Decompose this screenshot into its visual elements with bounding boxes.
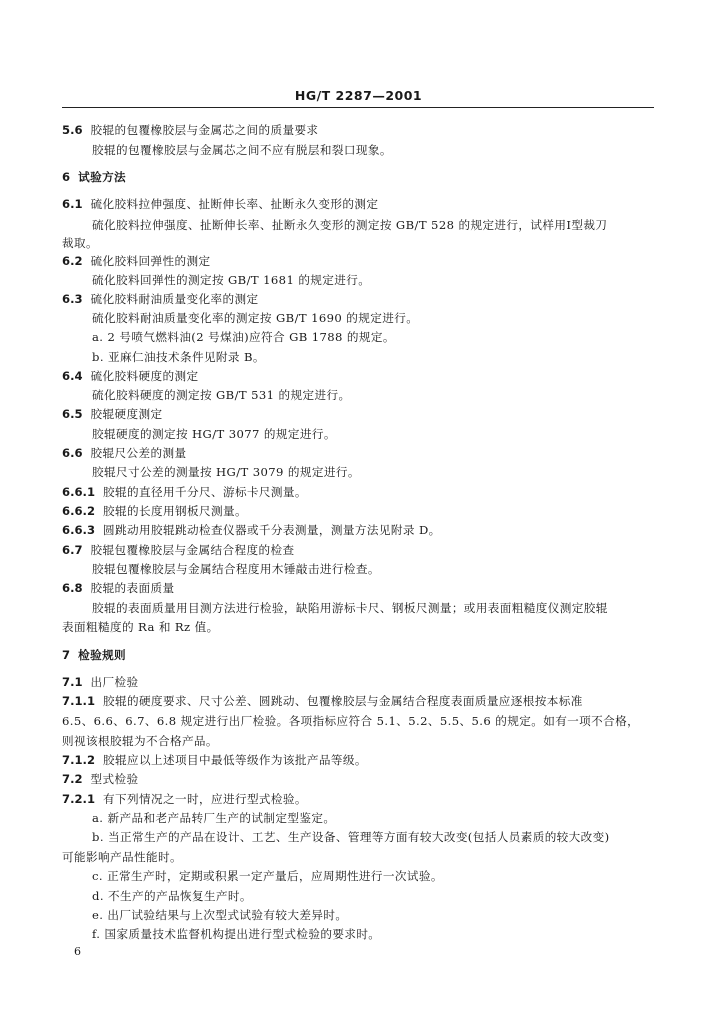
clause-6-8: 6.8 胶辊的表面质量 (62, 581, 175, 595)
page-number: 6 (74, 945, 81, 958)
body-line: 胶辊的表面质量用目测方法进行检验，缺陷用游标卡尺、钢板尺测量；或用表面粗糙度仪测定胶辊 (92, 601, 608, 615)
list-item-e: e. 出厂试验结果与上次型式试验有较大差异时。 (92, 908, 348, 922)
body-line: 硫化胶料拉伸强度、扯断伸长率、扯断永久变形的测定按 GB/T 528 的规定进行，试样用Ⅰ型裁刀 (92, 218, 608, 232)
section-6-heading: 6 试验方法 (62, 170, 127, 184)
clause-6-3: 6.3 硫化胶料耐油质量变化率的测定 (62, 292, 259, 306)
clause-6-6-2: 6.6.2 胶辊的长度用钢板尺测量。 (62, 504, 247, 518)
clause-6-2: 6.2 硫化胶料回弹性的测定 (62, 254, 211, 268)
clause-7-1: 7.1 出厂检验 (62, 675, 139, 689)
clause-7-1-2: 7.1.2 胶辊应以上述项目中最低等级作为该批产品等级。 (62, 753, 367, 767)
clause-6-5: 6.5 胶辊硬度测定 (62, 407, 163, 421)
standard-code-header: HG/T 2287—2001 (294, 88, 423, 103)
clause-6-1: 6.1 硫化胶料拉伸强度、扯断伸长率、扯断永久变形的测定 (62, 197, 379, 211)
body-line: 则视该根胶辊为不合格产品。 (62, 734, 218, 748)
clause-6-6: 6.6 胶辊尺公差的测量 (62, 446, 187, 460)
list-item-b: b. 当正常生产的产品在设计、工艺、生产设备、管理等方面有较大改变(包括人员素质的较大改变) (92, 830, 610, 844)
body-line: 胶辊硬度的测定按 HG/T 3077 的规定进行。 (92, 427, 336, 441)
body-line: 胶辊包覆橡胶层与金属结合程度用木锤敲击进行检查。 (92, 562, 380, 576)
list-item-f: f. 国家质量技术监督机构提出进行型式检验的要求时。 (92, 927, 381, 941)
list-item-d: d. 不生产的产品恢复生产时。 (92, 889, 252, 903)
list-item-c: c. 正常生产时，定期或积累一定产量后，应周期性进行一次试验。 (92, 869, 443, 883)
clause-6-6-3: 6.6.3 圆跳动用胶辊跳动检查仪器或千分表测量，测量方法见附录 D。 (62, 523, 441, 537)
body-line: 裁取。 (62, 236, 98, 250)
clause-6-6-1: 6.6.1 胶辊的直径用千分尺、游标卡尺测量。 (62, 485, 307, 499)
body-line: 胶辊尺寸公差的测量按 HG/T 3079 的规定进行。 (92, 465, 360, 479)
body-line: 硫化胶料回弹性的测定按 GB/T 1681 的规定进行。 (92, 273, 371, 287)
section-7-heading: 7 检验规则 (62, 648, 127, 662)
body-line: 胶辊的包覆橡胶层与金属芯之间不应有脱层和裂口现象。 (92, 143, 392, 157)
clause-7-2-1: 7.2.1 有下列情况之一时，应进行型式检验。 (62, 792, 307, 806)
body-line: 硫化胶料耐油质量变化率的测定按 GB/T 1690 的规定进行。 (92, 311, 419, 325)
list-item-a: a. 新产品和老产品转厂生产的试制定型鉴定。 (92, 811, 336, 825)
clause-5-6: 5.6 胶辊的包覆橡胶层与金属芯之间的质量要求 (62, 123, 319, 137)
clause-7-2: 7.2 型式检验 (62, 772, 139, 786)
clause-7-1-1: 7.1.1 胶辊的硬度要求、尺寸公差、圆跳动、包覆橡胶层与金属结合程度表面质量应逐根按本标准 (62, 694, 583, 708)
body-line: 可能影响产品性能时。 (62, 850, 182, 864)
header-rule (62, 107, 654, 108)
list-item-b: b. 亚麻仁油技术条件见附录 B。 (92, 350, 265, 364)
body-line: 6.5、6.6、6.7、6.8 规定进行出厂检验。各项指标应符合 5.1、5.2、5.5、5.6 的规定。如有一项不合格， (62, 714, 640, 728)
body-line: 表面粗糙度的 Ra 和 Rz 值。 (62, 620, 219, 634)
clause-6-4: 6.4 硫化胶料硬度的测定 (62, 369, 199, 383)
clause-6-7: 6.7 胶辊包覆橡胶层与金属结合程度的检查 (62, 543, 295, 557)
body-line: 硫化胶料硬度的测定按 GB/T 531 的规定进行。 (92, 388, 351, 402)
list-item-a: a. 2 号喷气燃料油(2 号煤油)应符合 GB 1788 的规定。 (92, 330, 395, 344)
